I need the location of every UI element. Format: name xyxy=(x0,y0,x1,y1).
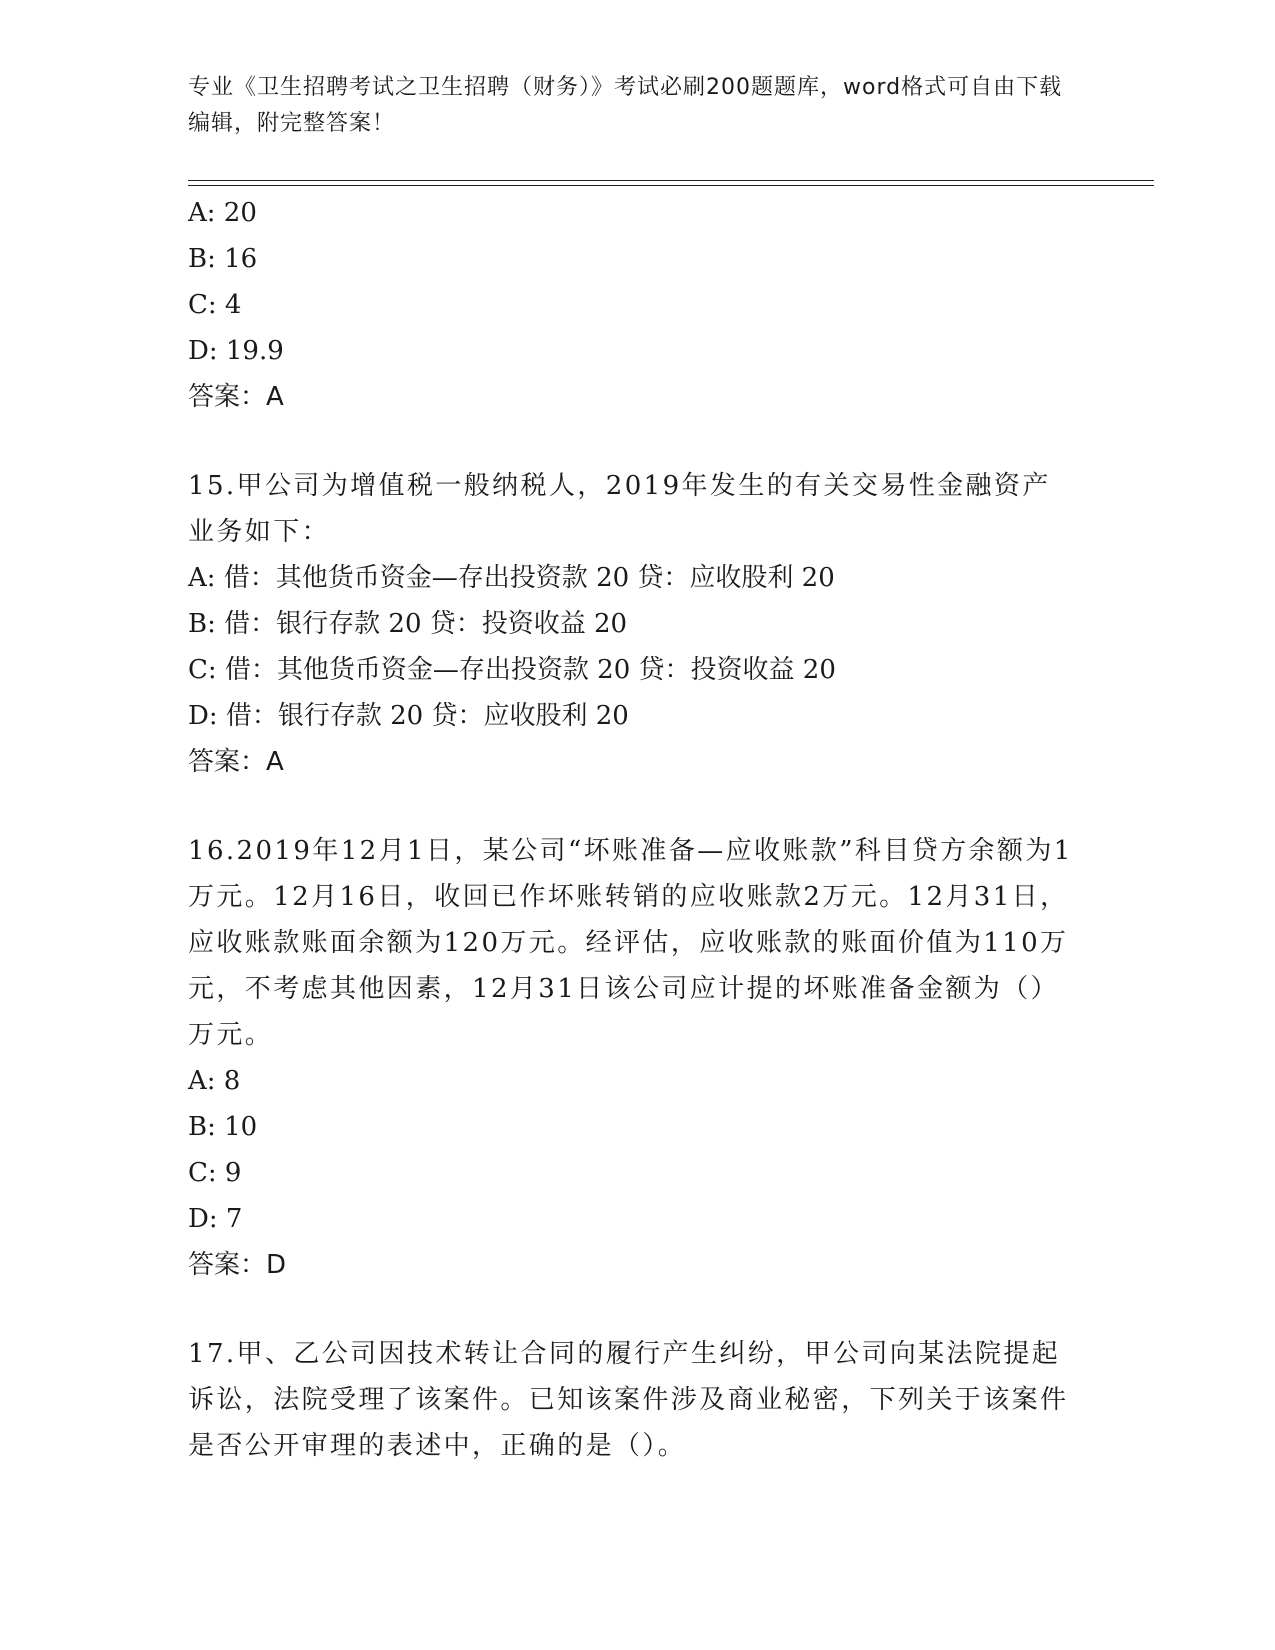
option-c: C: 借：其他货币资金—存出投资款 20 贷：投资收益 20 xyxy=(188,655,836,685)
option-a: A: 借：其他货币资金—存出投资款 20 贷：应收股利 20 xyxy=(188,563,835,593)
document-body xyxy=(188,190,1078,1469)
option-d: D: 19.9 xyxy=(188,336,284,366)
spacer xyxy=(188,785,1078,828)
question-14-options xyxy=(188,190,1078,374)
page-header-title: 专业《卫生招聘考试之卫生招聘（财务）》考试必刷200题题库，word格式可自由下载编辑，附完整答案！ xyxy=(188,75,1063,136)
spacer xyxy=(188,1288,1078,1331)
question-15-answer: 答案：A xyxy=(188,747,284,777)
option-a: A: 20 xyxy=(188,198,257,228)
option-c: C: 9 xyxy=(188,1158,242,1188)
question-16-text: 16.2019年12月1日，某公司“坏账准备—应收账款”科目贷方余额为1万元。12月16日，收回已作坏账转销的应收账款2万元。12月31日，应收账款账面余额为120万元。经评估，应收账款的账面价值为110万元，不考虑其他因素，12月31日该公司应计提的坏账准备金额为（）万元。 xyxy=(188,836,1073,1050)
question-15-options xyxy=(188,555,1078,739)
option-c: C: 4 xyxy=(188,290,242,320)
option-b: B: 借：银行存款 20 贷：投资收益 20 xyxy=(188,609,628,639)
option-d: D: 7 xyxy=(188,1204,243,1234)
question-16-answer: 答案：D xyxy=(188,1250,287,1280)
question-17-text: 17.甲、乙公司因技术转让合同的履行产生纠纷，甲公司向某法院提起诉讼，法院受理了该案件。已知该案件涉及商业秘密，下列关于该案件是否公开审理的表述中，正确的是（）。 xyxy=(188,1339,1069,1461)
header-rule-bottom xyxy=(188,185,1154,186)
option-b: B: 16 xyxy=(188,244,258,274)
header-rule-top xyxy=(188,180,1154,181)
question-15-text: 15.甲公司为增值税一般纳税人，2019年发生的有关交易性金融资产业务如下： xyxy=(188,471,1051,547)
spacer xyxy=(188,420,1078,463)
question-14-answer: 答案：A xyxy=(188,382,284,412)
option-b: B: 10 xyxy=(188,1112,258,1142)
option-a: A: 8 xyxy=(188,1066,241,1096)
option-d: D: 借：银行存款 20 贷：应收股利 20 xyxy=(188,701,629,731)
question-16-options xyxy=(188,1058,1078,1242)
